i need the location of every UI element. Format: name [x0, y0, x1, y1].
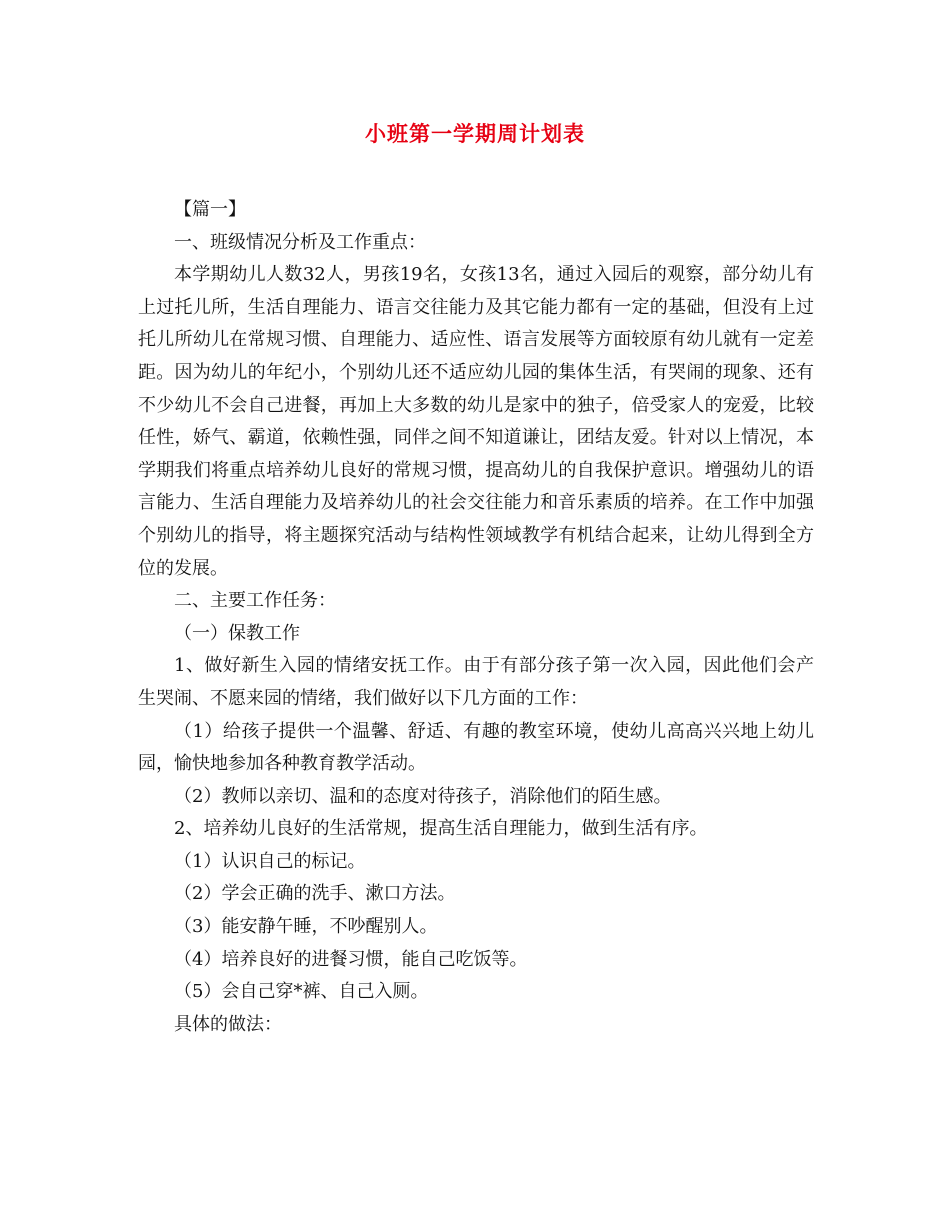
document-title: 小班第一学期周计划表	[365, 121, 585, 146]
subitem-1-2: （2）教师以亲切、温和的态度对待孩子，消除他们的陌生感。	[174, 785, 672, 807]
heading-main-tasks: 二、主要工作任务：	[174, 590, 336, 612]
subitem-1-1: （1）给孩子提供一个温馨、舒适、有趣的教室环境，使幼儿高高兴兴地上幼儿园，愉快地参加各种教育教学活动。	[138, 720, 814, 775]
document-body	[138, 194, 814, 1041]
subitem-2-1: （1）认识自己的标记。	[174, 850, 366, 872]
specific-methods-label: 具体的做法：	[174, 1013, 282, 1035]
subitem-2-3: （3）能安静午睡，不吵醒别人。	[174, 916, 438, 938]
subitem-2-4: （4）培养良好的进餐习惯，能自己吃饭等。	[174, 948, 528, 970]
section-heading: 【篇一】	[174, 199, 246, 220]
subitem-2-5: （5）会自己穿*裤、自己入厕。	[174, 981, 429, 1003]
item-2-life-routines: 2、培养幼儿良好的生活常规，提高生活自理能力，做到生活有序。	[174, 818, 708, 840]
subitem-2-2: （2）学会正确的洗手、漱口方法。	[174, 883, 456, 905]
paragraph-class-analysis: 本学期幼儿人数32人，男孩19名，女孩13名，通过入园后的观察，部分幼儿有上过托儿所，生活自理能力、语言交往能力及其它能力都有一定的基础，但没有上过托儿所幼儿在常规习惯、自理能力、适应性、语言发展等方面较原有幼儿就有一定差距。因为幼儿的年纪小，个别幼儿还不适应幼儿园的集体生活，有哭闹的现象、还有不少幼儿不会自己进餐，再加上大多数的幼儿是家中的独子，倍受家人的宠爱，比较任性，娇气、霸道，依赖性强，同伴之间不知道谦让，团结友爱。针对以上情况，本学期我们将重点培养幼儿良好的常规习惯，提高幼儿的自我保护意识。增强幼儿的语言能力、生活自理能力及培养幼儿的社会交往能力和音乐素质的培养。在工作中加强个别幼儿的指导，将主题探究活动与结构性领域教学有机结合起来，让幼儿得到全方位的发展。	[138, 264, 814, 579]
item-1-emotion-comfort: 1、做好新生入园的情绪安抚工作。由于有部分孩子第一次入园，因此他们会产生哭闹、不愿来园的情绪，我们做好以下几方面的工作：	[138, 655, 814, 709]
heading-class-analysis: 一、班级情况分析及工作重点：	[174, 231, 426, 253]
subheading-care-education: （一）保教工作	[174, 622, 300, 644]
